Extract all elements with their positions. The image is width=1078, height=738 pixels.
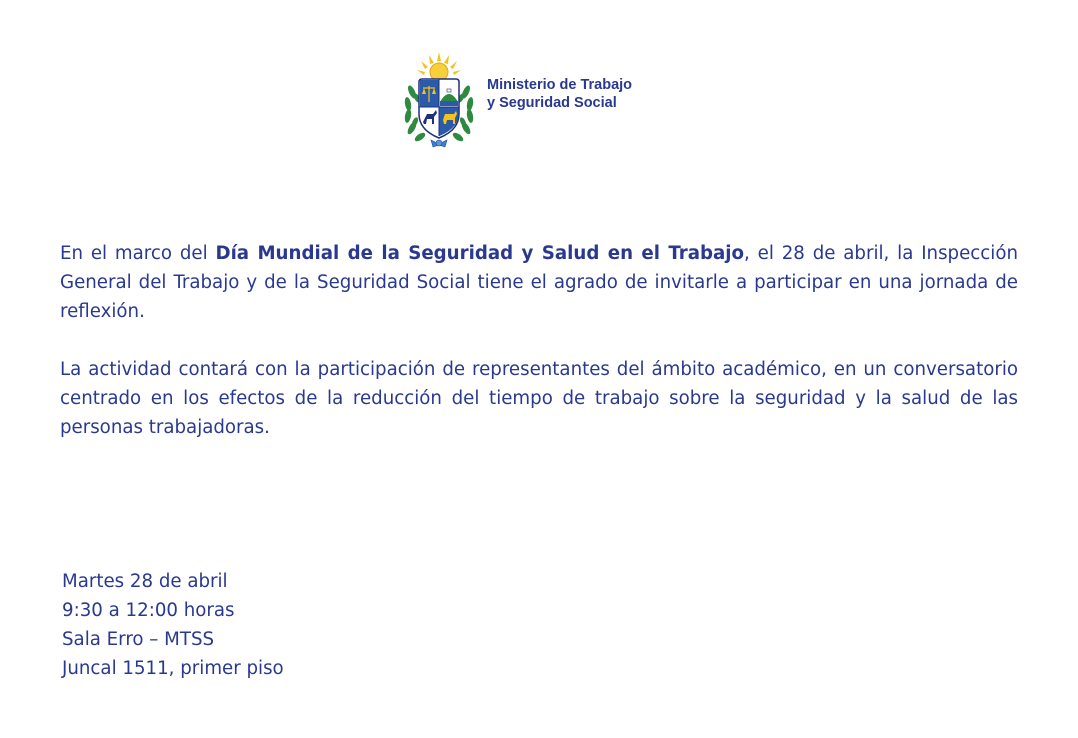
ministry-name: [487, 76, 632, 112]
sun-icon: [417, 52, 461, 81]
ministry-name-line1: Ministerio de Trabajo: [487, 77, 633, 93]
ministry-name-line2: y Seguridad Social: [487, 95, 617, 111]
intro-event-name: Día Mundial de la Seguridad y Salud en el Trabajo: [215, 243, 745, 264]
event-time: 9:30 a 12:00 horas: [62, 600, 235, 621]
event-address: Juncal 1511, primer piso: [62, 658, 284, 679]
intro-rest: , el 28 de abril, la Inspección General del Trabajo y de la Seguridad Social tiene el agrado de invitarle a participar en una jornada de reflexión.: [60, 243, 1019, 322]
shield-icon: [419, 79, 459, 138]
intro-paragraph: [60, 239, 1018, 326]
intro-lead: En el marco del: [60, 243, 216, 264]
activity-paragraph: La actividad contará con la participación de representantes del ámbito académico, en un conversatorio centrado en los efectos de la reducción del tiempo de trabajo sobre la seguridad y la salud de las personas trabajadoras.: [60, 359, 1018, 438]
header: [403, 52, 632, 150]
coat-of-arms-emblem: [403, 52, 475, 150]
event-venue: Sala Erro – MTSS: [62, 629, 215, 650]
event-details: [62, 567, 284, 683]
ribbon-icon: [431, 140, 447, 147]
event-date: Martes 28 de abril: [62, 571, 228, 592]
